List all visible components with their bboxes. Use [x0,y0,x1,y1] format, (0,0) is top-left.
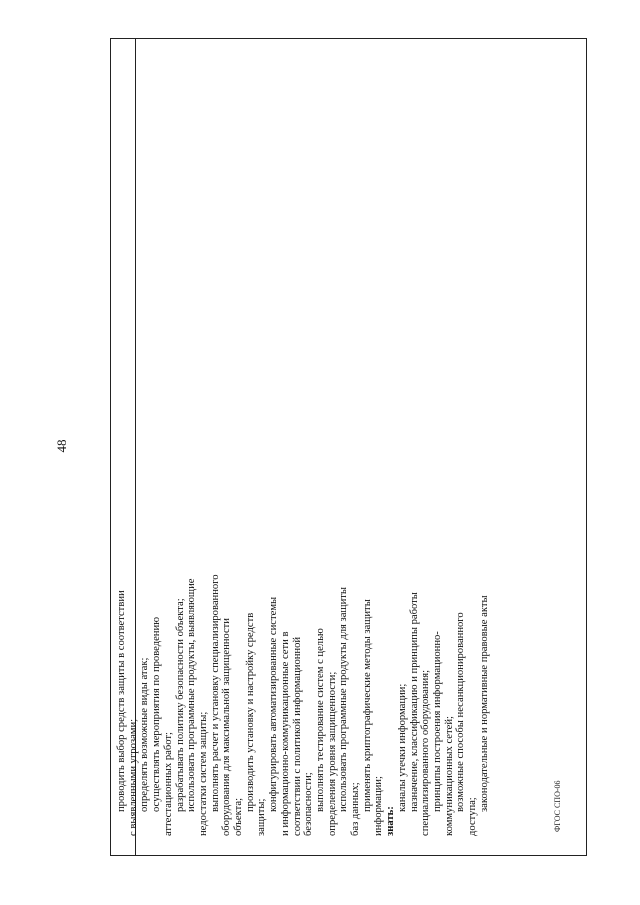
competency-text [110,490,587,856]
text-line: защиты; [256,798,268,836]
text-line: применять криптографические методы защиты [361,599,373,812]
text-line: доступа; [467,797,479,836]
text-line: проводить выбор средств защиты в соответствии [116,590,127,812]
text-line: знать: [385,806,397,836]
text-line: конфигурировать автоматизированные системы [268,596,280,812]
text-line: аттестационных работ; [162,732,174,836]
text-line: соответствии с политикой информационной [291,636,303,836]
text-line: производить установку и настройку средств [244,612,256,812]
text-line: недостатки систем защиты; [197,711,209,836]
text-line: разрабатывать политику безопасности объекта; [174,598,186,812]
text-line: безопасности; [303,772,315,836]
text-line: осуществлять мероприятия по проведению [151,616,163,812]
text-line: использовать программные продукты для защиты [338,587,350,812]
text-line: специализированного оборудования; [420,669,432,836]
text-line: и информационно-коммуникационные сети в [279,631,291,836]
text-line: законодательные и нормативные правовые акты [478,595,490,812]
text-line: оборудования для максимальной защищенности [221,618,233,836]
text-line: возможные способы несанкционированного [455,612,467,812]
text-line: информации; [373,776,385,836]
text-line: каналы утечки информации; [396,683,408,812]
text-line: коммуникационных сетей; [443,716,455,836]
competency-cell [110,38,587,856]
text-line: использовать программные продукты, выявляющие [186,578,198,812]
text-line: назначение, классификацию и принципы работы [408,592,420,812]
text-line: определения уровня защищенности; [326,671,338,836]
text-line: выполнять расчет и установку специализированного [209,574,221,812]
text-line: объекта; [233,797,245,836]
text-line: баз данных; [350,782,362,836]
text-line: принципы построения информационно- [431,631,443,812]
text-line: выполнять тестирование систем с целью [314,628,326,812]
page-number: 48 [54,439,69,453]
text-line: определять возможные виды атак; [139,657,151,812]
text-line: с выявленными угрозами; [127,718,139,836]
footer-code: ФГОС СПО-06 [553,780,562,832]
